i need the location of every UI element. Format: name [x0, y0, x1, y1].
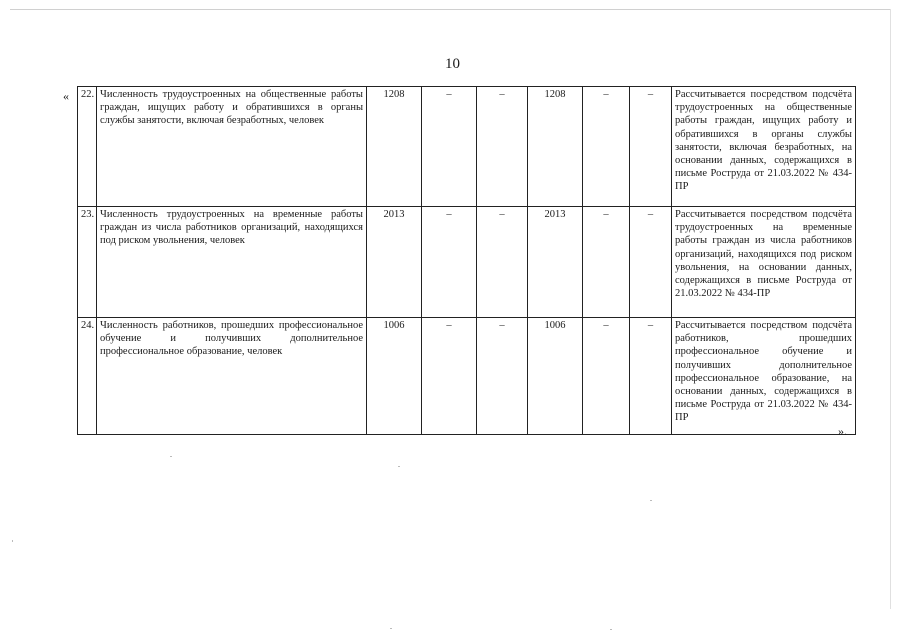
indicator-name: Численность работников, прошедших профессиональное обучение и получивших дополнительное профессиональное образование, человек: [97, 318, 367, 435]
opening-quote: «: [63, 89, 69, 103]
value-cell: 2013: [367, 207, 422, 318]
value-cell: –: [630, 318, 672, 435]
scan-edge-right: [890, 9, 891, 609]
scan-speck: [12, 540, 13, 542]
indicator-name: Численность трудоустроенных на временные работы граждан из числа работников организаций, находящихся под риском увольнения, человек: [97, 207, 367, 318]
row-number: 22.: [78, 87, 97, 207]
value-cell: –: [630, 207, 672, 318]
value-cell: 2013: [528, 207, 583, 318]
value-cell: 1006: [367, 318, 422, 435]
scan-edge-top: [10, 9, 890, 10]
value-cell: –: [422, 87, 477, 207]
indicators-table: [77, 86, 856, 435]
scan-speck: [170, 456, 172, 457]
row-number: 23.: [78, 207, 97, 318]
value-cell: –: [477, 207, 528, 318]
table-row: [78, 318, 856, 435]
value-cell: –: [477, 318, 528, 435]
page-number: 10: [445, 56, 460, 72]
value-cell: –: [422, 318, 477, 435]
scan-speck: [398, 466, 400, 467]
calculation-note: Рассчитывается посредством подсчёта трудоустроенных на общественные работы граждан, ищущих работу и обратившихся в органы службы занятости, включая безработных, на основании данных, содержащихся в письме Роструда от 21.03.2022 № 434-ПР: [672, 87, 856, 207]
value-cell: –: [583, 318, 630, 435]
closing-quote: ».: [838, 424, 847, 438]
calculation-note: Рассчитывается посредством подсчёта работников, прошедших профессиональное обучение и получивших дополнительное профессиональное образование, на основании данных, содержащихся в письме Роструда от 21.03.2022 № 434-ПР: [672, 318, 856, 435]
value-cell: –: [422, 207, 477, 318]
value-cell: –: [630, 87, 672, 207]
scan-speck: [390, 628, 392, 629]
scan-speck: [610, 629, 612, 630]
row-number: 24.: [78, 318, 97, 435]
table-row: [78, 87, 856, 207]
indicator-name: Численность трудоустроенных на общественные работы граждан, ищущих работу и обратившихся в органы службы занятости, включая безработных, человек: [97, 87, 367, 207]
value-cell: 1208: [367, 87, 422, 207]
value-cell: –: [477, 87, 528, 207]
value-cell: –: [583, 87, 630, 207]
value-cell: 1208: [528, 87, 583, 207]
value-cell: 1006: [528, 318, 583, 435]
scan-speck: [650, 500, 652, 501]
value-cell: –: [583, 207, 630, 318]
table-row: [78, 207, 856, 318]
calculation-note: Рассчитывается посредством подсчёта трудоустроенных на временные работы граждан из числа работников организаций, находящихся под риском увольнения, на основании данных, содержащихся в письме Роструда от 21.03.2022 № 434-ПР: [672, 207, 856, 318]
